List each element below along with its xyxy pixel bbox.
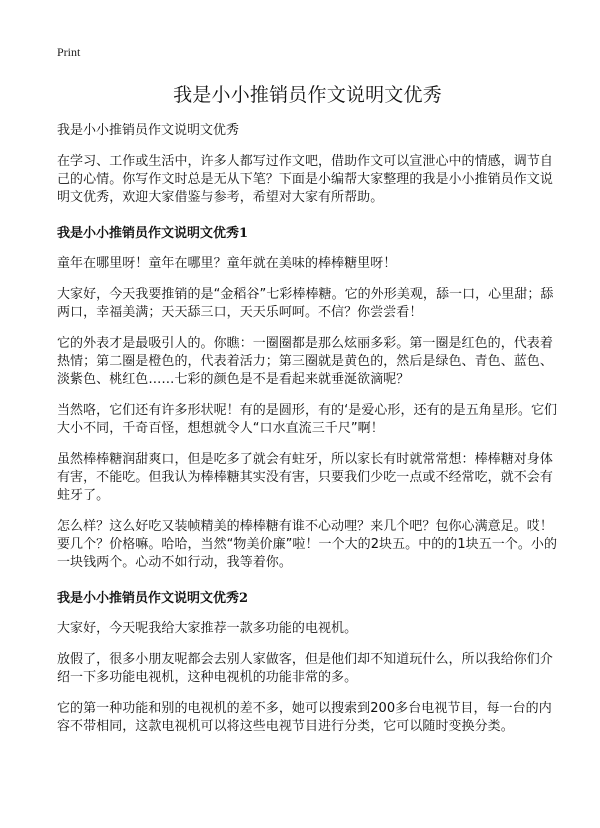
intro-paragraph: 在学习、工作或生活中，许多人都写过作文吧，借助作文可以宣泄心中的情感，调节自己的心情。你写作文时总是无从下笔？下面是小编帮大家整理的我是小小推销员作文说明文优秀，欢迎大家借鉴与参考，希望对大家有所帮助。: [57, 154, 553, 205]
section-2-paragraph: 它的第一种功能和别的电视机的差不多，她可以搜索到200多台电视节目，每一台的内容不带相同，这款电视机可以将这些电视节目进行分类，它可以随时变换分类。: [57, 701, 552, 734]
section-1-paragraph: 童年在哪里呀！童年在哪里？童年就在美味的棒棒糖里呀！: [57, 256, 397, 271]
section-1-paragraph: 它的外表才是最吸引人的。你瞧：一圈圈都是那么炫丽多彩。第一圈是红色的，代表着热情；第二圈是橙色的，代表着活力；第三圈就是黄色的，然后是绿色、青色、蓝色、淡紫色、桃红色……七彩的颜色是不是看起来就垂涎欲滴呢？: [57, 336, 553, 387]
document-subtitle: 我是小小推销员作文说明文优秀: [57, 123, 240, 138]
section-heading-1: 我是小小推销员作文说明文优秀1: [57, 226, 249, 241]
section-2-paragraph: 大家好，今天呢我给大家推荐一款多功能的电视机。: [57, 621, 358, 636]
section-heading-2: 我是小小推销员作文说明文优秀2: [57, 591, 249, 606]
section-1-paragraph: 怎么样？这么好吃又装帧精美的棒棒糖有谁不心动哩？来几个吧？包你心满意足。哎！要几个？价格嘛。哈哈，当然“物美价廉”啦！一个大的2块五。中的的1块五一个。小的一块钱两个。心动不如行动，我等着你。: [57, 519, 558, 570]
section-1-paragraph: 虽然棒棒糖润甜爽口，但是吃多了就会有蛀牙，所以家长有时就常常想：棒棒糖对身体有害，不能吃。但我认为棒棒糖其实没有害，只要我们少吃一点或不经常吃，就不会有蛀牙了。: [57, 452, 553, 503]
section-2-paragraph: 放假了，很多小朋友呢都会去别人家做客，但是他们却不知道玩什么，所以我给你们介绍一下多功能电视机，这种电视机的功能非常的多。: [57, 652, 553, 685]
document-title: 我是小小推销员作文说明文优秀: [173, 84, 442, 106]
print-link[interactable]: Print: [57, 45, 81, 59]
section-1-paragraph: 大家好，今天我要推销的是“金稻谷”七彩棒棒糖。它的外形美观，舔一口，心里甜；舔两口，幸福美满；天天舔三口，天天乐呵呵。不信？你尝尝看！: [57, 287, 554, 320]
section-1-paragraph: 当然咯，它们还有许多形状呢！有的是圆形，有的‘是爱心形，还有的是五角星形。它们大小不同，千奇百怪，想想就令人“口水直流三千尺”啊！: [57, 403, 558, 436]
